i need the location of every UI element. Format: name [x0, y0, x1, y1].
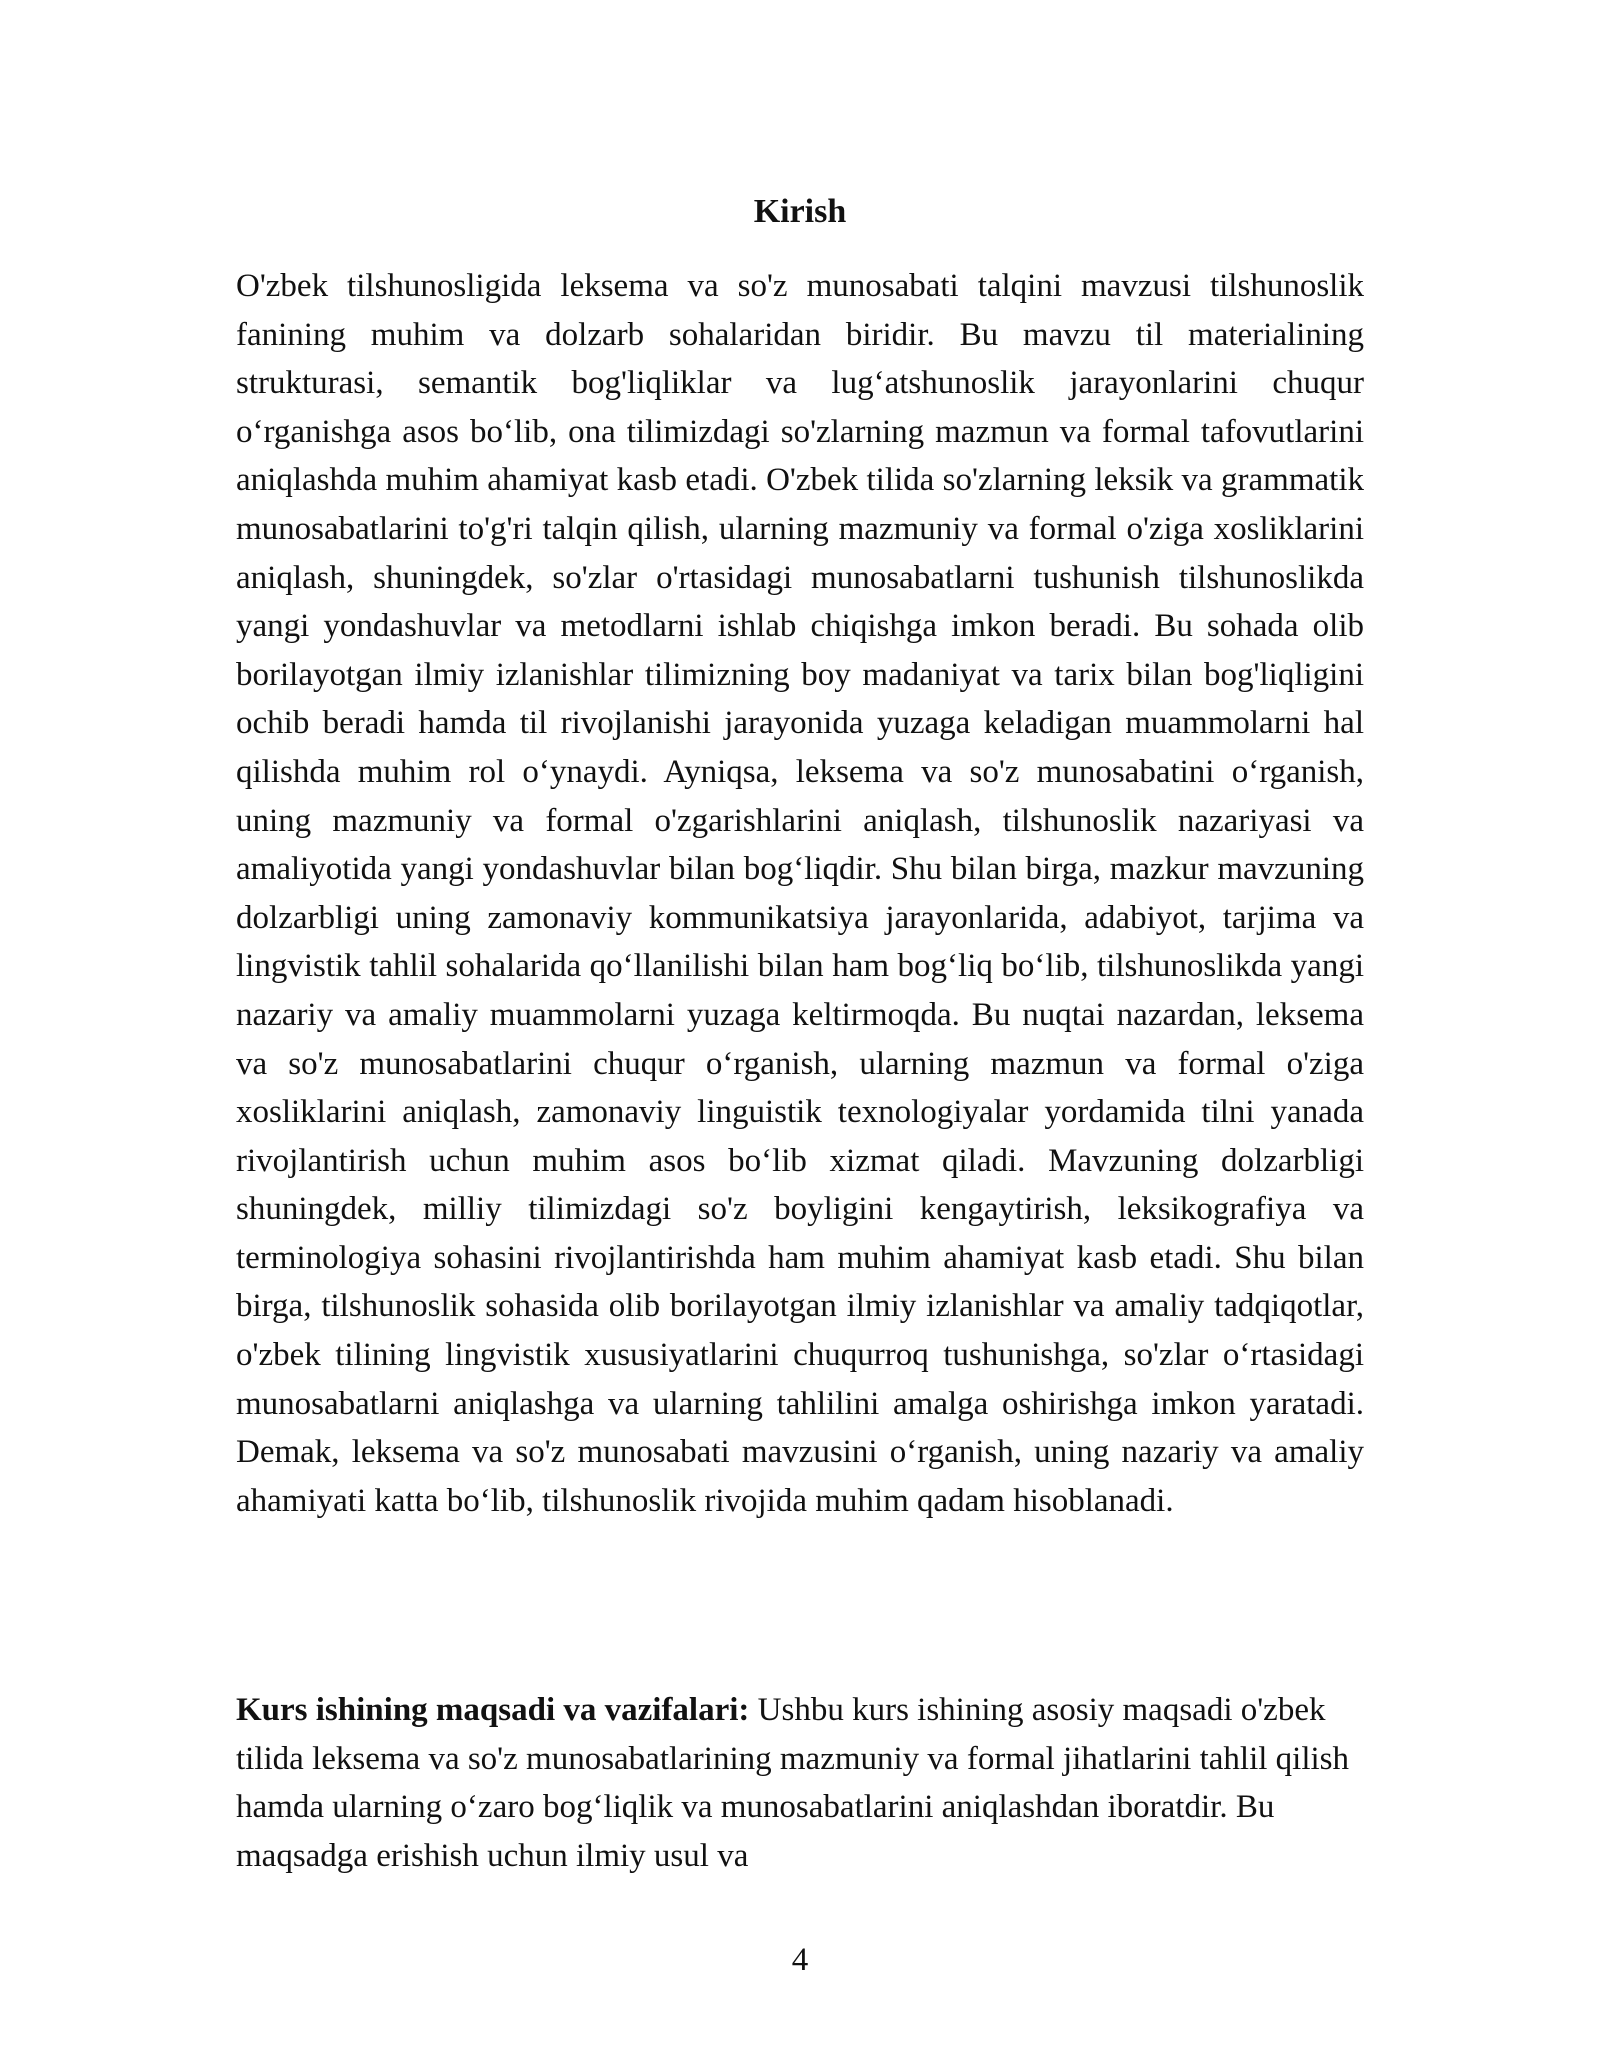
goals-text: Ushbu kurs ishining asosiy maqsadi o'zbek tilida leksema va so'z munosabatlarining mazmuniy va formal jihatlarini tahlil qilish hamda ularning o‘zaro bog‘liqlik va munosabatlarini aniqlashdan iboratdir. Bu maqsadga erishish uchun ilmiy usul va — [236, 1692, 1350, 1874]
intro-paragraph: O'zbek tilshunosligida leksema va so'z munosabati talqini mavzusi tilshunoslik fanining muhim va dolzarb sohalaridan biridir. Bu mavzu til materialining strukturasi, semantik bog'liqliklar va lug‘atshunoslik jarayonlarini chuqur o‘rganishga asos bo‘lib, ona tilimizdagi so'zlarning mazmun va formal tafovutlarini aniqlashda muhim ahamiyat kasb etadi. O'zbek tilida so'zlarning leksik va grammatik munosabatlarini to'g'ri talqin qilish, ularning mazmuniy va formal o'ziga xosliklarini aniqlash, shuningdek, so'zlar o'rtasidagi munosabatlarni tushunish tilshunoslikda yangi yondashuvlar va metodlarni ishlab chiqishga imkon beradi. Bu sohada olib borilayotgan ilmiy izlanishlar tilimizning boy madaniyat va tarix bilan bog'liqligini ochib beradi hamda til rivojlanishi jarayonida yuzaga keladigan muammolarni hal qilishda muhim rol o‘ynaydi. Ayniqsa, leksema va so'z munosabatini o‘rganish, uning mazmuniy va formal o'zgarishlarini aniqlash, tilshunoslik nazariyasi va amaliyotida yangi yondashuvlar bilan bog‘liqdir. Shu bilan birga, mazkur mavzuning dolzarbligi uning zamonaviy kommunikatsiya jarayonlarida, adabiyot, tarjima va lingvistik tahlil sohalarida qo‘llanilishi bilan ham bog‘liq bo‘lib, tilshunoslikda yangi nazariy va amaliy muammolarni yuzaga keltirmoqda. Bu nuqtai nazardan, leksema va so'z munosabatlarini chuqur o‘rganish, ularning mazmun va formal o'ziga xosliklarini aniqlash, zamonaviy linguistik texnologiyalar yordamida tilni yanada rivojlantirish uchun muhim asos bo‘lib xizmat qiladi. Mavzuning dolzarbligi shuningdek, milliy tilimizdagi so'z boyligini kengaytirish, leksikografiya va terminologiya sohasini rivojlantirishda ham muhim ahamiyat kasb etadi. Shu bilan birga, tilshunoslik sohasida olib borilayotgan ilmiy izlanishlar va amaliy tadqiqotlar, o'zbek tilining lingvistik xususiyatlarini chuqurroq tushunishga, so'zlar o‘rtasidagi munosabatlarni aniqlashga va ularning tahlilini amalga oshirishga imkon yaratadi. Demak, leksema va so'z munosabati mavzusini o‘rganish, uning nazariy va amaliy ahamiyati katta bo‘lib, tilshunoslik rivojida muhim qadam hisoblanadi. — [236, 268, 1364, 1519]
section-heading: Kirish — [753, 193, 847, 230]
goals-lead: Kurs ishining maqsadi va vazifalari: — [236, 1692, 750, 1728]
goals-paragraph — [236, 1686, 1364, 1880]
page-number: 4 — [791, 1942, 809, 1978]
